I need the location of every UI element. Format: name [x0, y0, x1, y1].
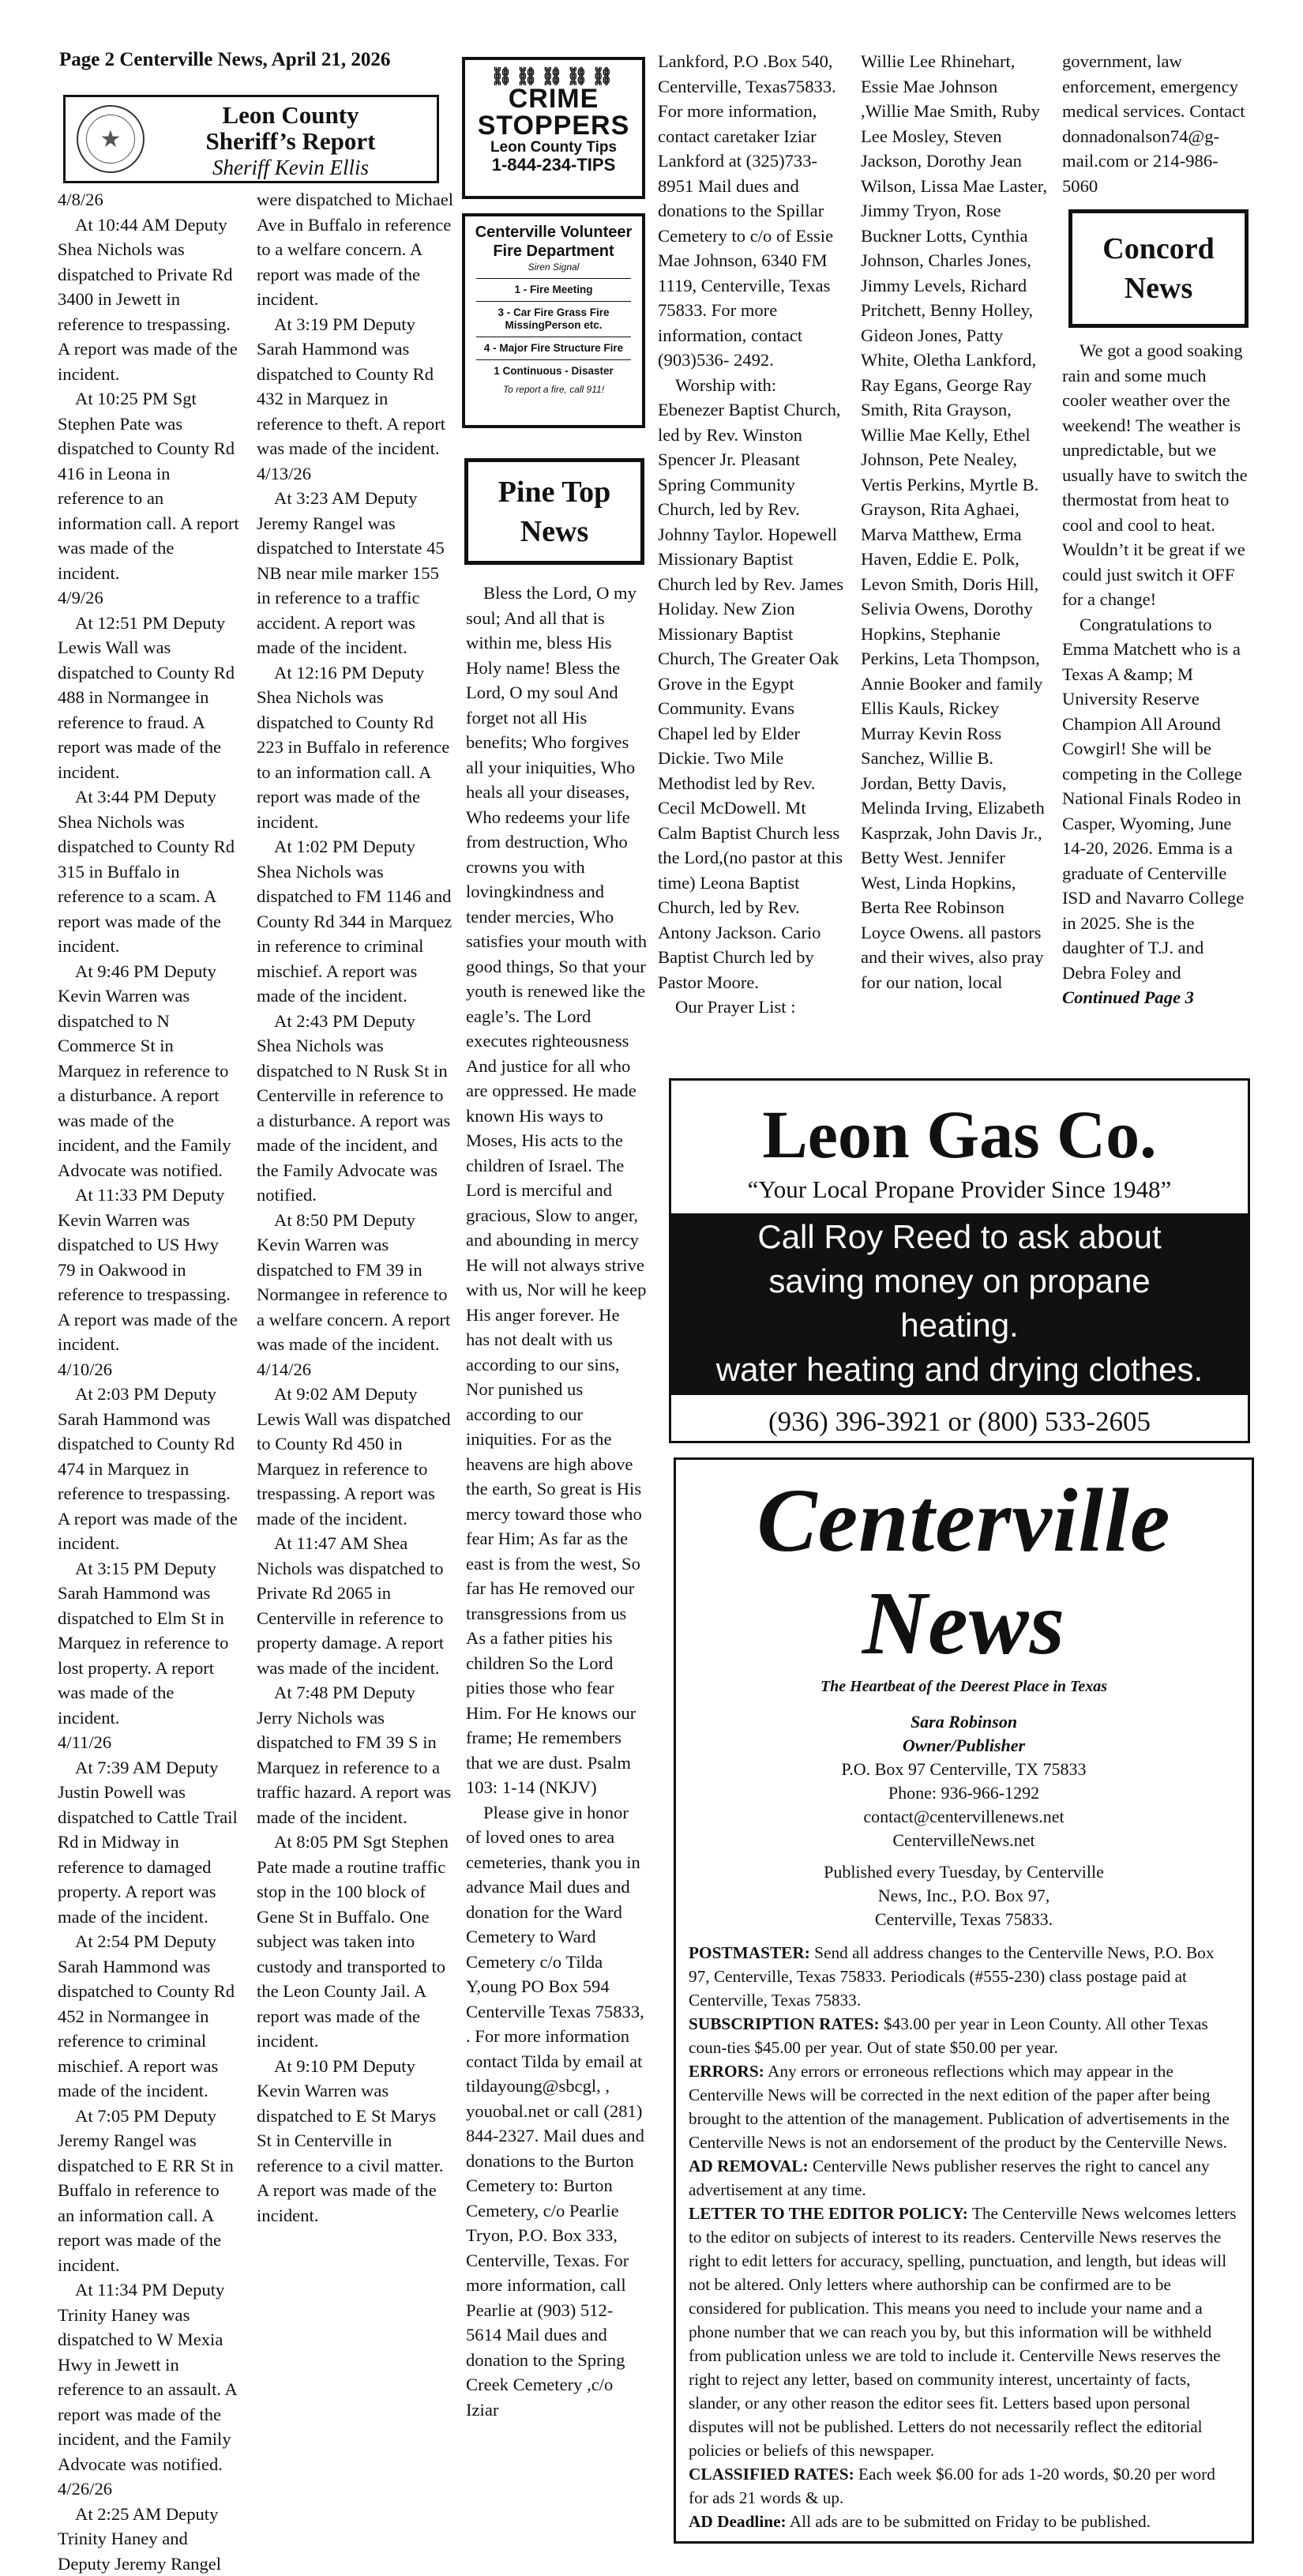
masthead-tagline: The Heartbeat of the Deerest Place in Texas — [676, 1678, 1252, 1696]
policy-label: ERRORS: — [689, 2062, 764, 2081]
sheriff-report-header — [63, 95, 439, 183]
fire-report-note: To report a fire, call 911! — [465, 384, 642, 395]
policy-label: AD REMOVAL: — [689, 2157, 809, 2175]
article-paragraph: At 3:19 PM Deputy Sarah Hammond was dispatched to County Rd 432 in Marquez in reference to theft. A report was made of the incident. — [257, 312, 454, 461]
masthead-policies — [689, 1941, 1239, 2533]
report-date: 4/11/26 — [58, 1730, 239, 1755]
policy-paragraph — [689, 2462, 1239, 2510]
policy-text: Any errors or erroneous reflections which may appear in the Centerville News will be corrected in the next edition of the paper after being brought to the attention of the management. Publication of advertisements in the Centerville News is not an endorsement of the product by the Centerville News. — [689, 2062, 1230, 2152]
report-date: 4/14/26 — [257, 1357, 454, 1382]
publication-line: News, Inc., P.O. Box 97, — [676, 1884, 1252, 1908]
report-date: 4/13/26 — [257, 461, 454, 487]
concord-news-column — [1062, 338, 1252, 1010]
fire-department-title: Centerville Volunteer Fire Department — [465, 223, 642, 261]
policy-paragraph — [689, 2510, 1239, 2533]
sheriff-badge-icon — [77, 105, 145, 173]
article-paragraph: At 3:44 PM Deputy Shea Nichols was dispatched to County Rd 315 in Buffalo in reference to a scam. A report was made of the incident. — [58, 784, 239, 959]
siren-item: 1 Continuous - Disaster — [476, 359, 631, 378]
pine-top-title-line1: Pine Top — [498, 472, 611, 512]
publication-line: Published every Tuesday, by Centerville — [676, 1860, 1252, 1884]
article-paragraph: At 3:23 AM Deputy Jeremy Rangel was dispatched to Interstate 45 NB near mile marker 155 in reference to a traffic accident. A report was made of the incident. — [257, 486, 454, 660]
policy-paragraph — [689, 2059, 1239, 2154]
article-paragraph: At 3:15 PM Deputy Sarah Hammond was dispatched to Elm St in Marquez in reference to lost property. A report was made of the incident. — [58, 1556, 239, 1731]
centerville-news-masthead — [674, 1457, 1254, 2544]
siren-item: 3 - Car Fire Grass Fire MissingPerson etc. — [476, 301, 631, 332]
article-paragraph: At 7:05 PM Deputy Jeremy Rangel was dispatched to E RR St in Buffalo in reference to an information call. A report was made of the incident. — [58, 2104, 239, 2278]
article-paragraph: At 7:48 PM Deputy Jerry Nichols was dispatched to FM 39 S in Marquez in reference to a traffic hazard. A report was made of the incident. — [257, 1680, 454, 1830]
article-paragraph: At 8:05 PM Sgt Stephen Pate made a routine traffic stop in the 100 block of Gene St in Buffalo. One subject was taken into custody and transported to the Leon County Jail. A report was made of the incident. — [257, 1830, 454, 2054]
siren-item: 1 - Fire Meeting — [476, 278, 631, 296]
concord-news-body — [1062, 338, 1252, 985]
policy-paragraph — [689, 2202, 1239, 2462]
policy-label: LETTER TO THE EDITOR POLICY: — [689, 2204, 968, 2223]
pine-top-news-title — [464, 458, 644, 565]
fire-department-box — [462, 213, 645, 428]
publication-line: Centerville, Texas 75833. — [676, 1908, 1252, 1931]
pine-top-column-4 — [1062, 49, 1252, 198]
policy-paragraph — [689, 2154, 1239, 2202]
article-paragraph: At 7:39 AM Deputy Justin Powell was dispatched to Cattle Trail Rd in Midway in reference to damaged property. A report was made of the incident. — [58, 1755, 239, 1930]
gas-promo-band — [671, 1213, 1248, 1395]
article-paragraph: At 1:02 PM Deputy Shea Nichols was dispatched to FM 1146 and County Rd 344 in Marquez in reference to criminal mischief. A report was made of the incident. — [257, 834, 454, 1009]
report-date: 4/26/26 — [58, 2476, 239, 2502]
article-paragraph: Please give in honor of loved ones to area cemeteries, thank you in advance Mail dues and donation for the Ward Cemetery to Ward Cemetery c/o Tilda Y,oung PO Box 594 Centerville Texas 75833, . For more information contact Tilda by email at tildayoung@sbcgl, , youobal.net or call (281) 844-2327. Mail dues and donations to the Burton Cemetery to: Burton Cemetery, c/o Pearlie Tryon, P.O. Box 333, Centerville, Texas. For more information, call Pearlie at (903) 512-5614 Mail dues and donation to the Spring Creek Cemetery ,c/o Iziar — [466, 1800, 648, 2423]
article-paragraph: At 9:46 PM Deputy Kevin Warren was dispatched to N Commerce St in Marquez in reference to a disturbance. A report was made of the incident, and the Family Advocate was notified. — [58, 959, 239, 1183]
sheriff-name: Sheriff Kevin Ellis — [152, 156, 429, 180]
crime-stoppers-line3: Leon County Tips — [465, 139, 642, 156]
policy-text: The Centerville News welcomes letters to the editor on subjects of interest to its readers. Centerville News reserves the right to edit letters for accuracy, spelling, punctuation, and length, but ideas will not be altered. Only letters where authorship can be confirmed are to be considered for publication. This means you need to include your name and a phone number that we can reach you by, but this information will be withheld from publication unless we are told to include it. Centerville News reserves the right to reject any letter, based on community interest, uncertainty of facts, slander, or any other reason the editor sees fit. Letters based upon personal disputes will not be published. Letters do not necessarily reflect the editorial policies or beliefs of this newspaper. — [689, 2204, 1237, 2460]
policy-paragraph — [689, 2012, 1239, 2059]
article-paragraph: At 11:33 PM Deputy Kevin Warren was dispatched to US Hwy 79 in Oakwood in reference to trespassing. A report was made of the incident. — [58, 1183, 239, 1357]
star-icon: ★ — [86, 115, 135, 164]
article-paragraph: We got a good soaking rain and some much cooler weather over the weekend! The weather is unpredictable, but we usually have to switch the thermostat from heat to cool and cool to heat. Wouldn’t it be great if we could just switch it OFF for a change! — [1062, 338, 1252, 612]
pine-top-column-1 — [466, 581, 648, 2422]
gas-slogan: “Your Local Propane Provider Since 1948” — [671, 1175, 1248, 1204]
policy-label: CLASSIFIED RATES: — [689, 2465, 854, 2484]
pine-top-column-3 — [861, 49, 1049, 995]
article-paragraph: Our Prayer List : — [658, 995, 846, 1020]
masthead-address: P.O. Box 97 Centerville, TX 75833 — [676, 1758, 1252, 1781]
masthead-email[interactable]: contact@centervillenews.net — [676, 1805, 1252, 1829]
article-paragraph: were dispatched to Michael Ave in Buffalo in reference to a welfare concern. A report was made of the incident. — [257, 187, 454, 312]
siren-signal-label: Siren Signal — [465, 261, 642, 273]
crime-stoppers-line1: CRIME — [465, 85, 642, 112]
owner-name: Sara Robinson — [676, 1710, 1252, 1734]
article-paragraph: At 2:43 PM Deputy Shea Nichols was dispatched to N Rusk St in Centerville in reference to a disturbance. A report was made of the incident, and the Family Advocate was notified. — [257, 1009, 454, 1208]
page-header: Page 2 Centerville News, April 21, 2026 — [59, 49, 390, 71]
article-paragraph: Willie Lee Rhinehart, Essie Mae Johnson ,Willie Mae Smith, Ruby Lee Mosley, Steven Jackson, Dorothy Jean Wilson, Lissa Mae Laster, Jimmy Tryon, Rose Buckner Lotts, Cynthia Johnson, Charles Jones, Jimmy Levels, Richard Pritchett, Benny Holley, Gideon Jones, Patty White, Oletha Lankford, Ray Egans, George Ray Smith, Rita Grayson, Willie Mae Kelly, Ethel Johnson, Pete Nealey, Vertis Perkins, Myrtle B. Grayson, Rita Aghaei, Marva Matthew, Erma Haven, Eddie E. Polk, Levon Smith, Doris Hill, Selivia Owens, Dorothy Hopkins, Stephanie Perkins, Leta Thompson, Annie Booker and family Ellis Kauls, Rickey Murray Kevin Ross Sanchez, Willie B. Jordan, Betty Davis, Melinda Irving, Elizabeth Kasprzak, John Davis Jr., Betty West. Jennifer West, Linda Hopkins, Berta Ree Robinson Loyce Owens. all pastors and their wives, also pray for our nation, local — [861, 49, 1049, 995]
article-paragraph: At 11:34 PM Deputy Trinity Haney was dispatched to W Mexia Hwy in Jewett in reference to an assault. A report was made of the incident, and the Family Advocate was notified. — [58, 2277, 239, 2476]
masthead-title: Centerville News — [676, 1469, 1252, 1675]
gas-promo-line: saving money on propane — [671, 1259, 1248, 1303]
handcuffs-icon: ⛓⛓⛓⛓⛓ — [465, 66, 642, 85]
article-paragraph: At 2:25 AM Deputy Trinity Haney and Deputy Jeremy Rangel — [58, 2502, 239, 2576]
policy-label: POSTMASTER: — [689, 1943, 810, 1962]
article-paragraph: At 8:50 PM Deputy Kevin Warren was dispatched to FM 39 in Normangee in reference to a welfare concern. A report was made of the incident. — [257, 1208, 454, 1357]
publication-info — [676, 1860, 1252, 1931]
siren-item: 4 - Major Fire Structure Fire — [476, 337, 631, 355]
leon-gas-ad — [669, 1078, 1250, 1443]
article-paragraph: At 11:47 AM Shea Nichols was dispatched to Private Rd 2065 in Centerville in reference to property damage. A report was made of the incident. — [257, 1531, 454, 1680]
concord-news-title — [1068, 209, 1249, 328]
masthead-phone: Phone: 936-966-1292 — [676, 1781, 1252, 1805]
owner-title: Owner/Publisher — [676, 1734, 1252, 1758]
crime-stoppers-ad — [462, 57, 645, 199]
policy-label: SUBSCRIPTION RATES: — [689, 2014, 880, 2033]
article-paragraph: Congratulations to Emma Matchett who is a Texas A &amp; M University Reserve Champion All Around Cowgirl! She will be competing in the College National Finals Rodeo in Casper, Wyoming, June 14-20, 2026. Emma is a graduate of Centerville ISD and Navarro College in 2025. She is the daughter of T.J. and Debra Foley and — [1062, 612, 1252, 986]
pine-top-title-line2: News — [498, 512, 611, 551]
article-paragraph: At 12:16 PM Deputy Shea Nichols was dispatched to County Rd 223 in Buffalo in reference to an information call. A report was made of the incident. — [257, 660, 454, 835]
sheriff-report-column-2 — [257, 187, 454, 2228]
policy-text: Centerville News publisher reserves the right to cancel any advertisement at any time. — [689, 2157, 1210, 2199]
policy-text: Send all address changes to the Centerville News, P.O. Box 97, Centerville, Texas 75833. Periodicals (#555-230) class postage paid at Centerville, Texas 75833. — [689, 1943, 1214, 2010]
policy-label: AD Deadline: — [689, 2512, 787, 2531]
continued-page-link[interactable]: Continued Page 3 — [1062, 987, 1194, 1007]
policy-paragraph — [689, 1941, 1239, 2012]
article-paragraph: government, law enforcement, emergency medical services. Contact donnadonalson74@g-mail.com or 214-986-5060 — [1062, 49, 1252, 198]
crime-stoppers-line2: STOPPERS — [465, 112, 642, 139]
article-paragraph: Lankford, P.O .Box 540, Centerville, Texas75833. For more information, contact caretaker Iziar Lankford at (325)733-8951 Mail dues and donations to the Spillar Cemetery to c/o of Essie Mae Johnson, 6340 FM 1119, Centerville, Texas 75833. For more information, contact (903)536- 2492. — [658, 49, 846, 373]
report-date: 4/8/26 — [58, 187, 239, 212]
gas-phone: (936) 396-3921 or (800) 533-2605 — [671, 1406, 1248, 1438]
article-paragraph: Bless the Lord, O my soul; And all that is within me, bless His Holy name! Bless the Lord, O my soul And forget not all His benefits; Who forgives all your iniquities, Who heals all your diseases, Who redeems your life from destruction, Who crowns you with lovingkindness and tender mercies, Who satisfies your mouth with good things, So that your youth is renewed like the eagle’s. The Lord executes righteousness And justice for all who are oppressed. He made known His ways to Moses, His acts to the children of Israel. The Lord is merciful and gracious, Slow to anger, and abounding in mercy He will not always strive with us, Nor will he keep His anger forever. He has not dealt with us according to our sins, Nor punished us according to our iniquities. For as the heavens are high above the earth, So great is His mercy toward those who fear Him; As far as the east is from the west, So far has He removed our transgressions from us As a father pities his children So the Lord pities those who fear Him. For He knows our frame; He remembers that we are dust. Psalm 103: 1-14 (NKJV) — [466, 581, 648, 1800]
pine-top-column-2 — [658, 49, 846, 1020]
sheriff-title-line2: Sheriff’s Report — [152, 128, 429, 154]
article-paragraph: At 12:51 PM Deputy Lewis Wall was dispatched to County Rd 488 in Normangee in reference to fraud. A report was made of the incident. — [58, 611, 239, 785]
gas-promo-line: heating. — [671, 1303, 1248, 1348]
masthead-contact — [676, 1710, 1252, 1852]
sheriff-report-title — [152, 102, 429, 154]
sheriff-title-line1: Leon County — [152, 102, 429, 128]
concord-title-line1: Concord — [1102, 229, 1214, 269]
sheriff-report-column-1 — [58, 187, 239, 2576]
article-paragraph: At 2:03 PM Deputy Sarah Hammond was dispatched to County Rd 474 in Marquez in reference to trespassing. A report was made of the incident. — [58, 1382, 239, 1556]
gas-promo-line: water heating and drying clothes. — [671, 1348, 1248, 1392]
report-date: 4/9/26 — [58, 585, 239, 611]
article-paragraph: Worship with: Ebenezer Baptist Church, led by Rev. Winston Spencer Jr. Pleasant Spring Community Church, led by Rev. Johnny Taylor. Hopewell Missionary Baptist Church led by Rev. James Holiday. New Zion Missionary Baptist Church, The Greater Oak Grove in the Egypt Community. Evans Chapel led by Elder Dickie. Two Mile Methodist led by Rev. Cecil McDowell. Mt Calm Baptist Church less the Lord,(no pastor at this time) Leona Baptist Church, led by Rev. Antony Jackson. Cario Baptist Church led by Pastor Moore. — [658, 373, 846, 995]
article-paragraph: At 10:25 PM Sgt Stephen Pate was dispatched to County Rd 416 in Leona in reference to an information call. A report was made of the incident. — [58, 386, 239, 585]
article-paragraph: At 9:02 AM Deputy Lewis Wall was dispatched to County Rd 450 in Marquez in reference to trespassing. A report was made of the incident. — [257, 1382, 454, 1531]
concord-title-line2: News — [1102, 269, 1214, 308]
article-paragraph: At 2:54 PM Deputy Sarah Hammond was dispatched to County Rd 452 in Normangee in reference to criminal mischief. A report was made of the incident. — [58, 1929, 239, 2104]
gas-company-name: Leon Gas Co. — [671, 1095, 1248, 1174]
article-paragraph: At 9:10 PM Deputy Kevin Warren was dispatched to E St Marys St in Centerville in reference to a civil matter. A report was made of the incident. — [257, 2054, 454, 2228]
crime-stoppers-phone: 1-844-234-TIPS — [465, 156, 642, 174]
policy-text: Each week $6.00 for ads 1-20 words, $0.20 per word for ads 21 words & up. — [689, 2465, 1215, 2507]
policy-text: $43.00 per year in Leon County. All other Texas coun-ties $45.00 per year. Out of state $50.00 per year. — [689, 2014, 1208, 2057]
masthead-website[interactable]: CentervilleNews.net — [676, 1829, 1252, 1852]
policy-text: All ads are to be submitted on Friday to be published. — [787, 2512, 1151, 2531]
gas-promo-line: Call Roy Reed to ask about — [671, 1215, 1248, 1259]
article-paragraph: At 10:44 AM Deputy Shea Nichols was dispatched to Private Rd 3400 in Jewett in reference to trespassing. A report was made of the incident. — [58, 212, 239, 387]
report-date: 4/10/26 — [58, 1357, 239, 1382]
